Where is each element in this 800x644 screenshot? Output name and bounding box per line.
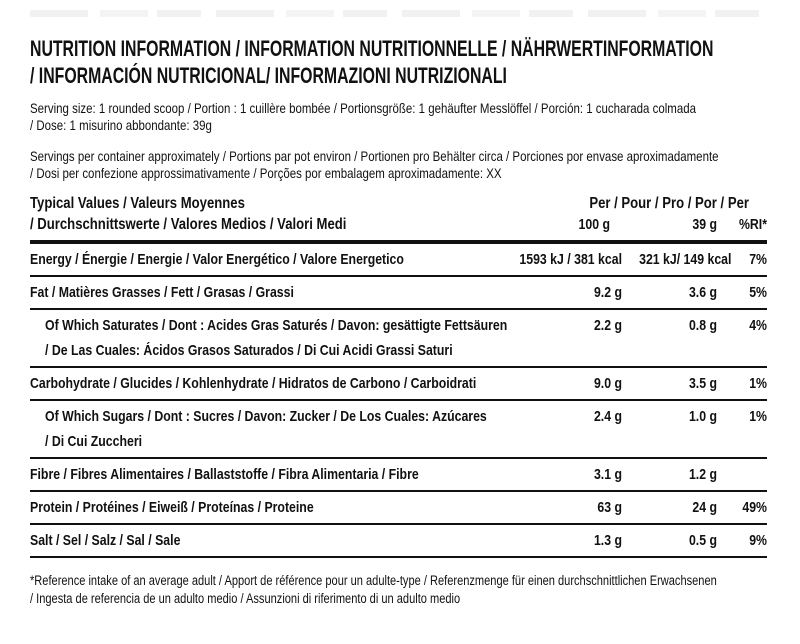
value-per-100g: 2.4 g [593, 408, 622, 425]
value-ri: 4% [749, 317, 767, 334]
table-row-salt [30, 525, 767, 558]
column-header-39g: 39 g [692, 216, 717, 233]
page-title-line1: NUTRITION INFORMATION / INFORMATION NUTRITIONNELLE / NÄHRWERTINFORMATION [30, 36, 714, 61]
value-per-39g: 321 kJ/ 149 kcal [639, 251, 732, 268]
value-ri: 1% [749, 375, 767, 392]
value-per-39g: 1.2 g [688, 466, 717, 483]
row-label: Fibre / Fibres Alimentaires / Ballaststoffe / Fibra Alimentaria / Fibre [30, 466, 419, 483]
table-row-sugars [30, 401, 767, 459]
column-header-ri: %RI* [738, 216, 767, 233]
row-label: Of Which Saturates / Dont : Acides Gras Saturés / Davon: gesättigte Fettsäuren / De Las Cuales: Ácidos Grasos Saturados / Di Cui Acidi Grassi Saturi [45, 317, 508, 359]
value-per-39g: 0.5 g [688, 532, 717, 549]
value-per-100g: 1593 kJ / 381 kcal [519, 251, 622, 268]
table-row-protein [30, 492, 767, 525]
column-header-per-group [472, 193, 767, 235]
value-per-39g: 3.5 g [688, 375, 717, 392]
value-ri: 1% [749, 408, 767, 425]
serving-size-line1: Serving size: 1 rounded scoop / Portion : 1 cuillère bombée / Portionsgröße: 1 gehäufter Messlöffel / Porción: 1 cucharada colmada [30, 100, 697, 116]
row-label: Salt / Sel / Salz / Sal / Sale [30, 532, 181, 549]
table-row-fibre [30, 459, 767, 492]
nutrition-label [0, 10, 800, 607]
table-header [30, 193, 767, 244]
footnote-line1: *Reference intake of an average adult / Apport de référence pour un adulte-type / Referenzmenge für einen durchschnittlichen Erwachsenen [30, 573, 717, 588]
value-per-100g: 9.2 g [593, 284, 622, 301]
footnote-line2: / Ingesta de referencia de un adulto medio / Assunzioni di riferimento di un adulto medio [30, 590, 461, 606]
table-row-saturates [30, 310, 767, 368]
servings-per-container-line1: Servings per container approximately / Portions par pot environ / Portionen pro Behälter circa / Porciones por envase aproximadamente [30, 148, 719, 164]
value-per-39g: 24 g [692, 499, 717, 516]
cropped-print-remnant [30, 10, 760, 17]
reference-intake-footnote [30, 572, 767, 607]
page-title-line2: / INFORMACIÓN NUTRICIONAL/ INFORMAZIONI NUTRIZIONALI [30, 63, 507, 88]
page-title [30, 35, 767, 89]
column-header-100g: 100 g [578, 216, 610, 233]
row-label: Of Which Sugars / Dont : Sucres / Davon: Zucker / De Los Cuales: Azúcares / Di Cui Zuccheri [45, 408, 487, 450]
row-label: Carbohydrate / Glucides / Kohlenhydrate / Hidratos de Carbono / Carboidrati [30, 375, 477, 392]
table-row-energy [30, 244, 767, 277]
value-per-100g: 3.1 g [593, 466, 622, 483]
table-row-fat [30, 277, 767, 310]
value-per-39g: 3.6 g [688, 284, 717, 301]
column-header-per: Per / Pour / Pro / Por / Per [589, 195, 749, 212]
value-ri: 49% [742, 499, 767, 516]
table-row-carbohydrate [30, 368, 767, 401]
value-per-39g: 0.8 g [688, 317, 717, 334]
value-ri: 7% [749, 251, 767, 268]
servings-per-container-text [30, 148, 767, 182]
row-label: Energy / Énergie / Energie / Valor Energético / Valore Energetico [30, 251, 404, 268]
row-label: Protein / Protéines / Eiweiß / Proteínas / Proteine [30, 499, 314, 516]
value-per-39g: 1.0 g [688, 408, 717, 425]
value-ri: 9% [749, 532, 767, 549]
value-per-100g: 63 g [597, 499, 622, 516]
serving-size-text [30, 100, 767, 134]
column-header-typical-values: Typical Values / Valeurs Moyennes / Durchschnittswerte / Valores Medios / Valori Medi [30, 195, 347, 233]
value-ri: 5% [749, 284, 767, 301]
value-per-100g: 2.2 g [593, 317, 622, 334]
servings-per-container-line2: / Dosi per confezione approssimativamente / Porções por embalagem aproximadamente: XX [30, 165, 502, 181]
row-label: Fat / Matières Grasses / Fett / Grasas / Grassi [30, 284, 294, 301]
value-per-100g: 9.0 g [593, 375, 622, 392]
nutrition-table [30, 193, 767, 558]
serving-size-line2: / Dose: 1 misurino abbondante: 39g [30, 117, 212, 133]
value-per-100g: 1.3 g [593, 532, 622, 549]
